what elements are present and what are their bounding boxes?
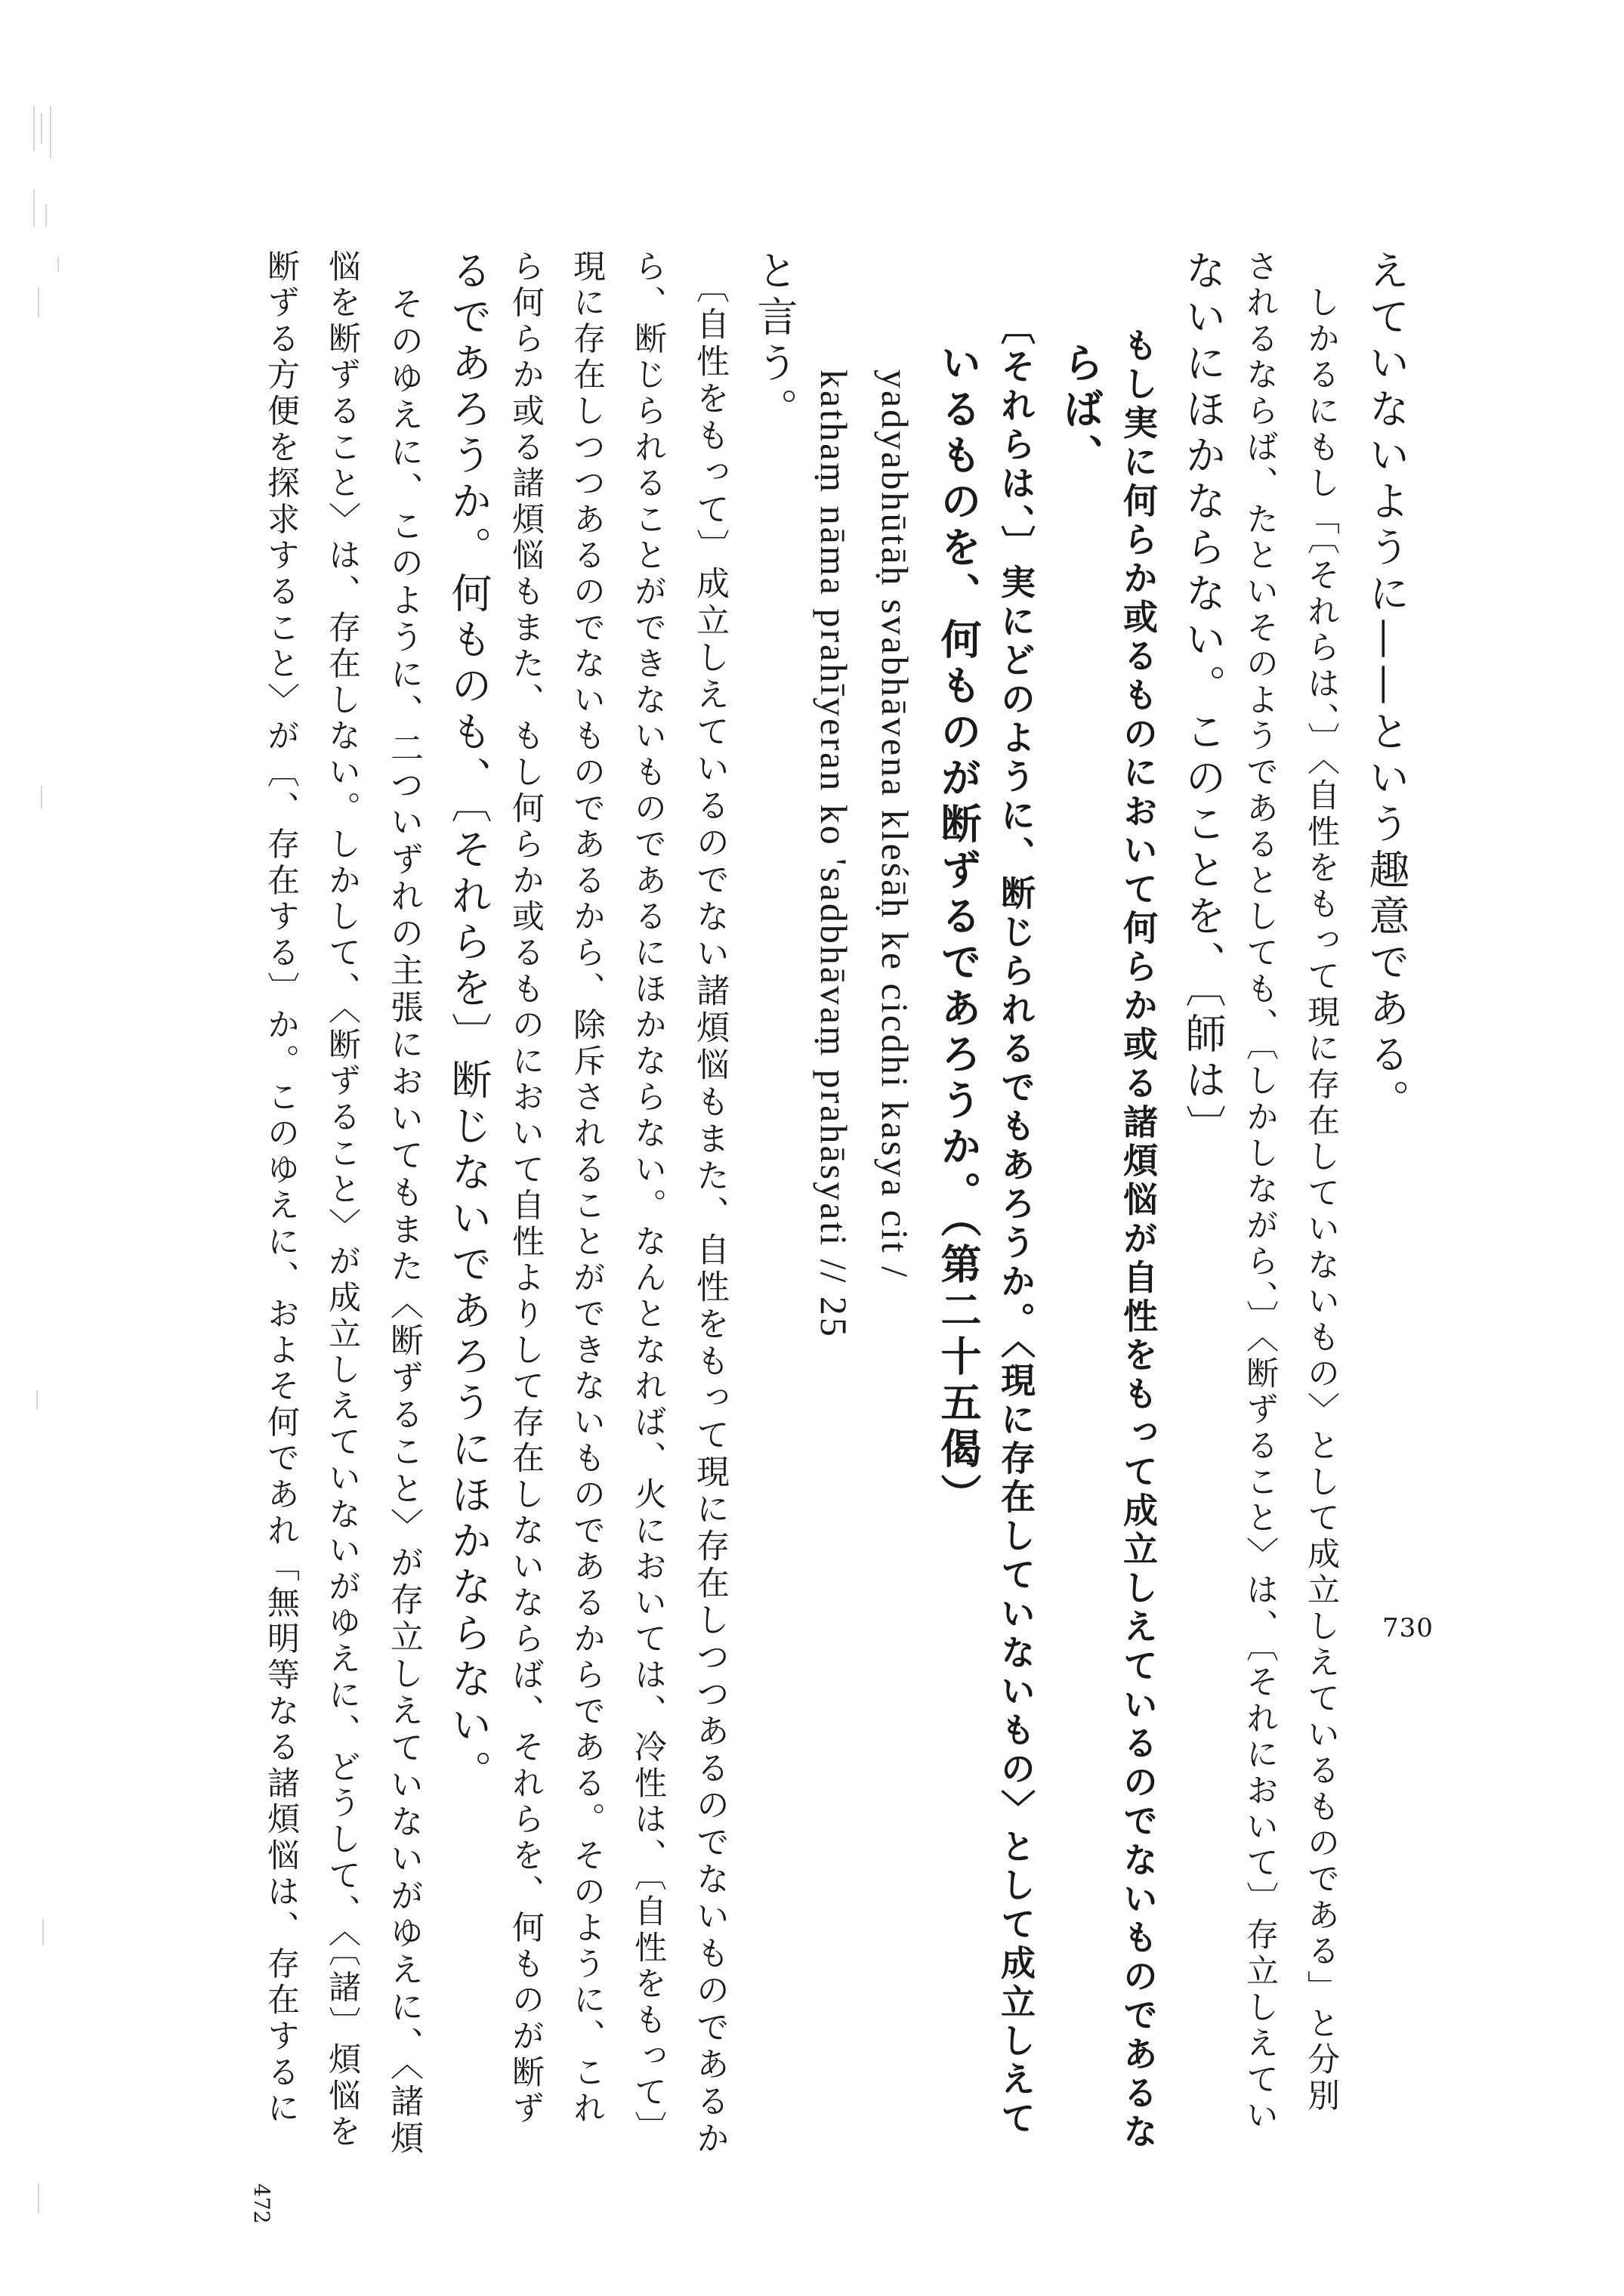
text-column-8: 現に存在しつつあるのでないものであるから、除斥されることができないものであるからである。そのように、これ <box>568 249 606 2128</box>
scan-edge-marks <box>30 106 76 2221</box>
sanskrit-line-2: kathaṃ nāma prahīyeran ko 'sadbhāvaṃ prahāsyati // 25 <box>813 249 855 1339</box>
text-column-9: ら何らか或る諸煩悩もまた、もし何らか或るものにおいて自性よりして存在しないならば、それらを、何ものが断ず <box>507 249 545 2128</box>
text-column-5: と言う。 <box>751 249 798 434</box>
verse-column-4: いるものを、何ものが断ずるであろうか。（第二十五偈） <box>934 249 982 1519</box>
text-column-11: そのゆえに、このように、二ついずれの主張においてもまた〈断ずること〉が存立しえていないがゆえに、〈諸煩 <box>384 249 423 2158</box>
text-column-6: 〔自性をもって〕成立しえているのでない諸煩悩もまた、自性をもって現に存在しつつあるのでないものであるか <box>690 249 729 2158</box>
text-column-3: されるならば、たといそのようであるとしても、〔しかしながら、〕〈断ずること〉は、〔それにおいて〕存立しえてい <box>1241 249 1279 2135</box>
verse-column-3: 〔それらは、〕実にどのように、断じられるでもあろうか。〈現に存在していないもの〉として成立しえて <box>996 249 1036 2139</box>
text-column-1: えていないように——という趣意である。 <box>1363 249 1410 1125</box>
text-column-10: るであろうか。何ものも、〔それらを〕断じないであろうにほかならない。 <box>445 249 492 1796</box>
footer-number: 472 <box>249 2183 274 2224</box>
verse-column-2: らば、 <box>1057 249 1104 480</box>
text-column-13: 断ずる方便を探求すること〉が〔、存在する〕か。このゆえに、およそ何であれ「無明等なる諸煩悩は、存在するに <box>262 249 300 2128</box>
text-column-4: ないにほかならない。このことを、〔師は〕 <box>1179 249 1227 1151</box>
verse-column-1: もし実に何らか或るものにおいて何らか或る諸煩悩が自性をもって成立しえているのでないものであるな <box>1118 249 1159 2152</box>
sanskrit-line-1: yadyabhūtāḥ svabhāvena kleśāḥ ke cicdhi kasya cit / <box>874 249 916 1280</box>
text-column-12: 悩を断ずること〉は、存在しない。しかして、〈断ずること〉が成立しえていないがゆえに、どうして、〈〔諸〕煩悩を <box>323 249 361 2151</box>
text-column-7: ら、断じられることができないものであるにほかならない。なんとなれば、火においては、冷性は、〔自性をもって〕 <box>629 249 667 2147</box>
page-number: 730 <box>1382 1613 1434 1643</box>
text-column-2: しかるにもし「〔それらは、〕〈自性をもって現に存在していないもの〉として成立しえているものである」と分別 <box>1302 249 1340 2115</box>
